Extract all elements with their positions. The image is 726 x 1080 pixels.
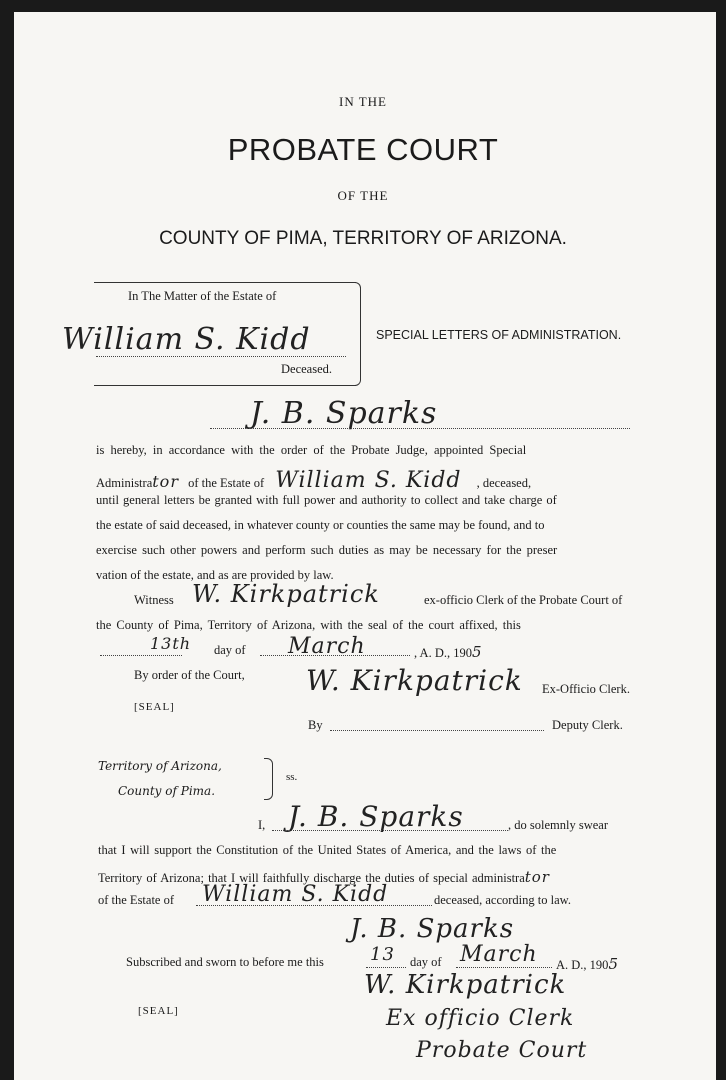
subscribed-label: Subscribed and sworn to before me this xyxy=(126,955,324,969)
witness-name-handwritten: W. Kirkpatrick xyxy=(192,580,380,608)
order-title: Ex-Officio Clerk. xyxy=(542,682,630,696)
subscribed-day: 13 xyxy=(370,944,395,965)
matter-line: In The Matter of the Estate of xyxy=(128,289,277,303)
order-signature: W. Kirkpatrick xyxy=(306,664,523,697)
witness-month: March xyxy=(288,634,366,659)
probate-court-handwritten: Probate Court xyxy=(416,1038,588,1063)
oath-territory: Territory of Arizona, xyxy=(98,759,222,773)
oath-bracket xyxy=(264,758,273,800)
witness-line-2: the County of Pima, Territory of Arizona, with the seal of the court affixed, this xyxy=(96,618,521,632)
oath-ss: ss. xyxy=(286,771,298,783)
body-line-3: until general letters be granted with full power and authority to collect and take charge of xyxy=(96,493,557,507)
by-label: By xyxy=(308,718,323,732)
document-title: SPECIAL LETTERS OF ADMINISTRATION. xyxy=(376,328,622,342)
clerk-title-handwritten: Ex officio Clerk xyxy=(386,1006,575,1031)
subscribed-month: March xyxy=(460,942,538,967)
body-line-5: exercise such other powers and perform such duties as may be necessary for the preser xyxy=(96,543,558,557)
county-heading: COUNTY OF PIMA, TERRITORY OF ARIZONA. xyxy=(159,228,567,249)
deceased-label: Deceased. xyxy=(281,362,333,376)
subscribed-ad: A. D., 1905 xyxy=(556,955,619,973)
order-label: By order of the Court, xyxy=(134,668,245,682)
oath-name-handwritten: J. B. Sparks xyxy=(288,800,464,833)
oath-line-4a: of the Estate of xyxy=(98,893,175,907)
witness-day-of: day of xyxy=(214,643,246,657)
subscribed-day-of: day of xyxy=(410,955,442,969)
clerk-signature: W. Kirkpatrick xyxy=(364,970,567,1000)
witness-label: Witness xyxy=(134,593,174,607)
deputy-label: Deputy Clerk. xyxy=(552,718,623,732)
oath-swear: , do solemnly swear xyxy=(508,818,608,832)
oath-line-3: Territory of Arizona; that I will faithfully discharge the duties of special administrator xyxy=(98,868,550,886)
body-line-6: vation of the estate, and as are provided by law. xyxy=(96,568,334,582)
deceased-name-handwritten: William S. Kidd xyxy=(62,322,311,357)
witness-ad: , A. D., 1905 xyxy=(414,643,483,661)
oath-signature: J. B. Sparks xyxy=(350,914,515,944)
oath-county: County of Pima. xyxy=(118,784,216,798)
court-title: PROBATE COURT xyxy=(227,132,499,167)
body-line-1: is hereby, in accordance with the order of the Probate Judge, appointed Special xyxy=(96,443,527,457)
seal-2: [SEAL] xyxy=(138,1005,179,1017)
seal-1: [SEAL] xyxy=(134,701,175,713)
oath-estate-name: William S. Kidd xyxy=(202,882,389,907)
witness-day: 13th xyxy=(150,634,192,653)
header-in-the: IN THE xyxy=(338,94,387,109)
oath-line-4b: deceased, according to law. xyxy=(434,893,571,907)
oath-line-2: that I will support the Constitution of the United States of America, and the laws of the xyxy=(98,843,557,857)
appointee-handwritten: J. B. Sparks xyxy=(250,396,438,431)
body-line-4: the estate of said deceased, in whatever county or counties the same may be found, and to xyxy=(96,518,545,532)
matter-bracket xyxy=(352,282,361,386)
header-of-the: OF THE xyxy=(337,188,389,203)
oath-i: I, xyxy=(258,818,266,832)
body-line-2: Administrator of the Estate of William S. Kidd , deceased, xyxy=(96,468,532,493)
witness-rest: ex-officio Clerk of the Probate Court of xyxy=(424,593,623,607)
